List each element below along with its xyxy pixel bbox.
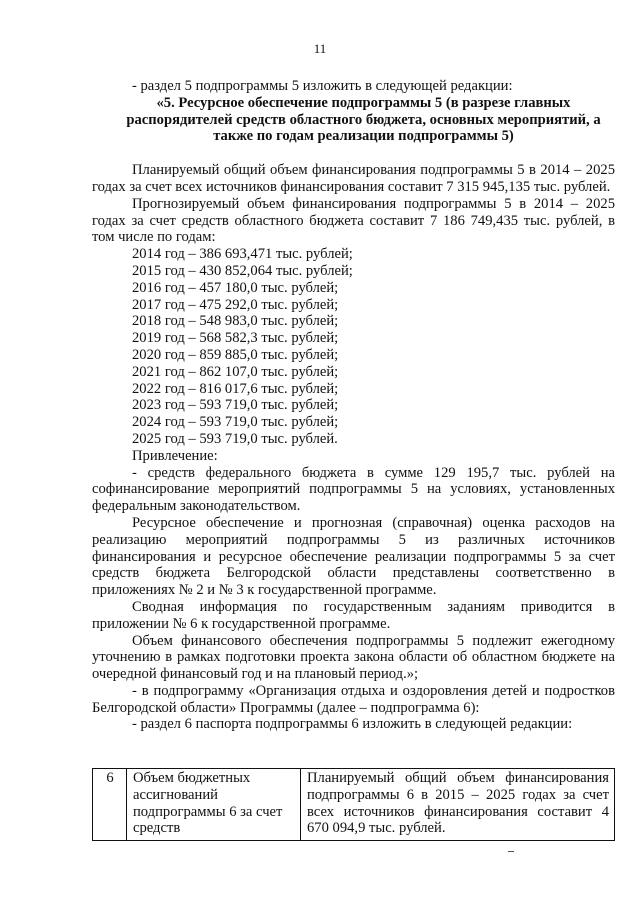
year-item: 2019 год – 568 582,3 тыс. рублей;	[132, 330, 339, 347]
year-item: 2022 год – 816 017,6 тыс. рублей;	[132, 380, 339, 397]
subprogram6-paragraph: - в подпрограмму «Организация отдыха и оздоровления детей и подростков Белгородской области» Программы (далее – подпрограмма 6):	[92, 682, 615, 716]
page-number: 11	[313, 41, 327, 56]
year-item: 2020 год – 859 885,0 тыс. рублей;	[132, 346, 339, 363]
planned-funding-paragraph: Планируемый общий объем финансирования подпрограммы 5 в 2014 – 2025 годах за счет всех источников финансирования составит 7 315 945,135 тыс. рублей.	[92, 162, 615, 195]
year-item: 2024 год – 593 719,0 тыс. рублей;	[132, 414, 339, 431]
financial-volume-paragraph: Объем финансового обеспечения подпрограммы 5 подлежит ежегодному уточнению в рамках подготовки проекта закона области об областном бюджете на очередной финансовый год и на плановый период.»;	[92, 632, 615, 683]
attraction-label: Привлечение:	[132, 447, 218, 464]
year-item: 2016 год – 457 180,0 тыс. рублей;	[132, 279, 339, 296]
resource-provision-paragraph: Ресурсное обеспечение и прогнозная (справочная) оценка расходов на реализацию мероприятий подпрограммы 5 из различных источников финансирования и ресурсное обеспечение реализации подпрограммы 5 за счет средств бюджета Белгородской области представлены соответственно в приложениях № 2 и № 3 к государственной программе.	[92, 514, 615, 599]
year-item: 2014 год – 386 693,471 тыс. рублей;	[132, 246, 353, 263]
section6-line: - раздел 6 паспорта подпрограммы 6 изложить в следующей редакции:	[132, 716, 573, 733]
federal-budget-paragraph: - средств федерального бюджета в сумме 129 195,7 тыс. рублей на софинансирование мероприятий подпрограммы 5 на условиях, установленных федеральным законодательством.	[92, 464, 615, 515]
forecast-funding-paragraph: Прогнозируемый объем финансирования подпрограммы 5 в 2014 – 2025 годах за счет средств областного бюджета составит 7 186 749,435 тыс. рублей, в том числе по годам:	[92, 195, 615, 246]
passport-table	[92, 768, 615, 841]
intro-line: - раздел 5 подпрограммы 5 изложить в следующей редакции:	[132, 78, 513, 94]
year-item: 2025 год – 593 719,0 тыс. рублей.	[132, 430, 338, 447]
row-label-cell: Объем бюджетных ассигнований подпрограммы 6 за счет средств	[127, 769, 301, 841]
section-heading: «5. Ресурсное обеспечение подпрограммы 5 (в разрезе главных распорядителей средств областного бюджета, основных мероприятий, а также по годам реализации подпрограммы 5)	[126, 94, 601, 145]
year-item: 2017 год – 475 292,0 тыс. рублей;	[132, 296, 339, 313]
table-row	[93, 769, 615, 841]
row-value-cell: Планируемый общий объем финансирования подпрограммы 6 в 2015 – 2025 годах за счет всех источников финансирования составит 4 670 094,9 тыс. рублей.	[301, 769, 615, 841]
summary-info-paragraph: Сводная информация по государственным заданиям приводится в приложении № 6 к государственной программе.	[92, 598, 615, 632]
year-item: 2023 год – 593 719,0 тыс. рублей;	[132, 397, 339, 414]
scan-mark	[508, 851, 514, 852]
row-number-cell: 6	[93, 769, 127, 841]
document-body	[92, 78, 615, 733]
year-item: 2018 год – 548 983,0 тыс. рублей;	[132, 313, 339, 330]
year-item: 2021 год – 862 107,0 тыс. рублей;	[132, 363, 339, 380]
year-item: 2015 год – 430 852,064 тыс. рублей;	[132, 262, 353, 279]
years-list	[92, 246, 615, 448]
